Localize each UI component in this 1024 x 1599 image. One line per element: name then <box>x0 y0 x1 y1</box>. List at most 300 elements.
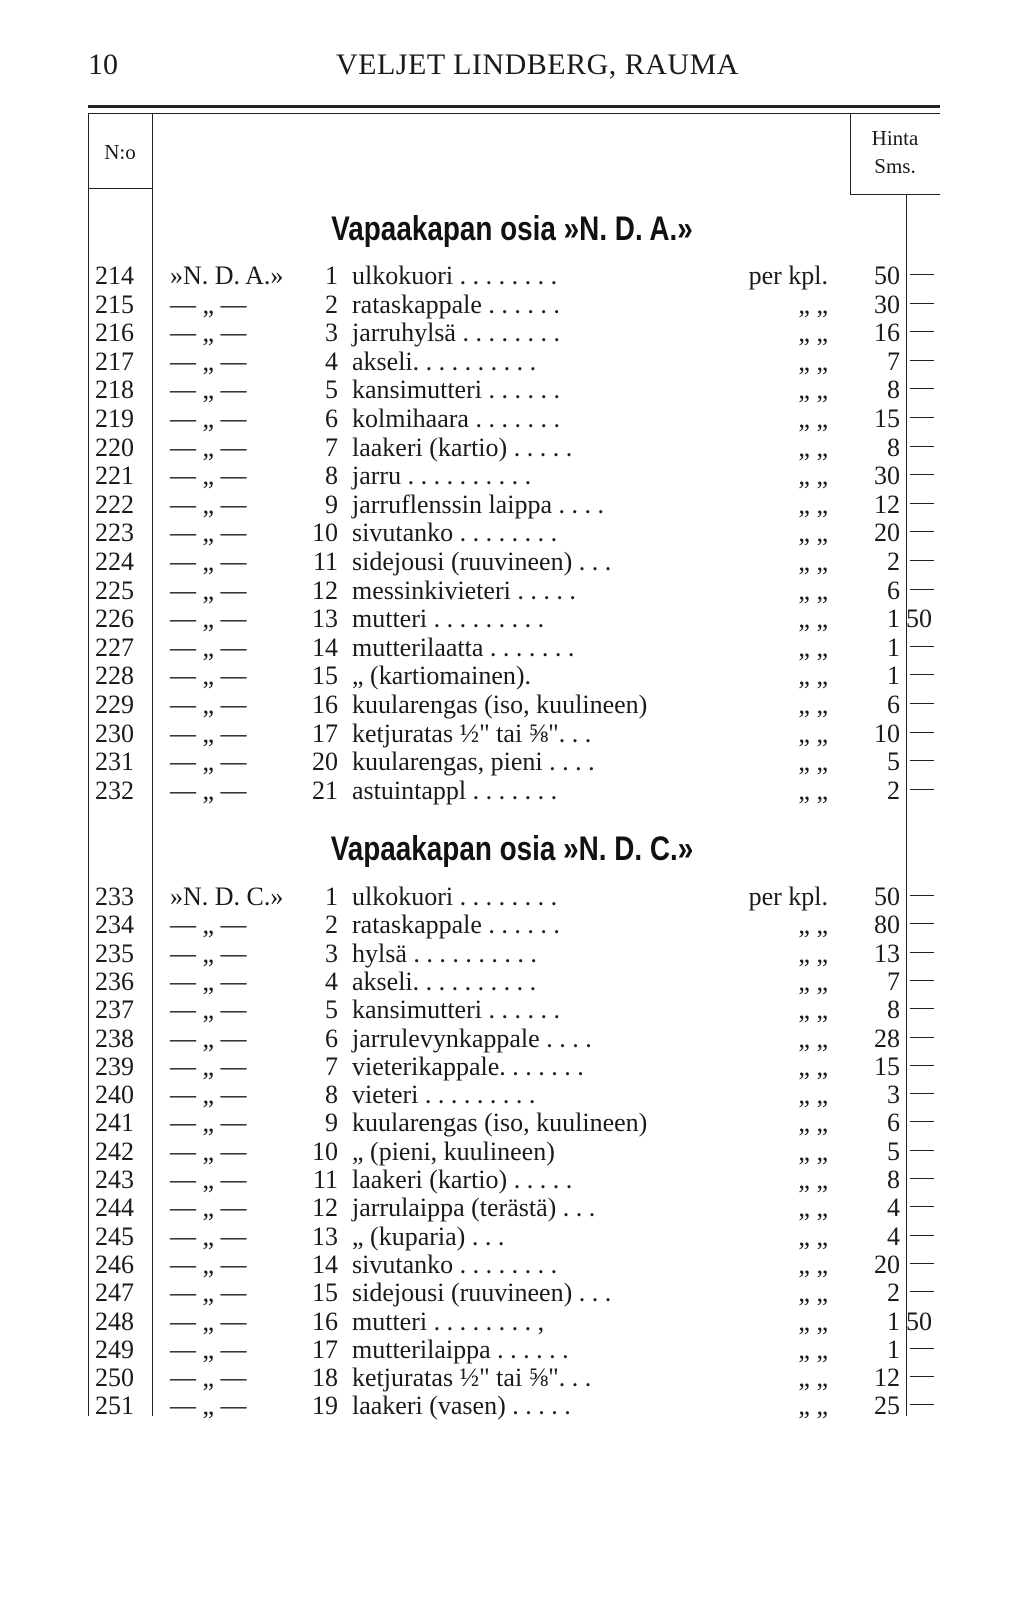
item-name: „ (pieni, kuulineen) <box>352 1136 555 1166</box>
item-model: — „ — <box>170 1391 247 1421</box>
item-unit: „ „ <box>798 346 828 376</box>
item-price-markka: 8 <box>887 432 900 462</box>
item-unit: „ „ <box>798 1221 828 1251</box>
item-model: — „ — <box>170 1363 247 1393</box>
item-unit: „ „ <box>798 375 828 405</box>
item-price-penni <box>910 1150 934 1151</box>
item-model: — „ — <box>170 1165 247 1194</box>
item-price-markka: 7 <box>887 966 900 996</box>
table-row <box>0 605 1024 633</box>
item-model: — „ — <box>170 1306 247 1336</box>
table-row <box>0 491 1024 519</box>
item-name: kolmihaara . . . . . . . <box>352 404 560 433</box>
item-price-markka: 7 <box>887 346 900 376</box>
item-price-penni <box>910 503 934 504</box>
item-unit: „ „ <box>798 661 828 691</box>
item-price-penni <box>910 703 934 704</box>
table-row <box>0 1053 1024 1081</box>
item-price-penni <box>910 760 934 761</box>
item-price-penni <box>910 360 934 361</box>
item-name: vieterikappale. . . . . . . <box>352 1051 584 1081</box>
item-unit: „ „ <box>798 404 828 433</box>
item-number: 230 <box>95 718 134 748</box>
item-model: — „ — <box>170 775 247 805</box>
item-part-number: 17 <box>312 718 338 748</box>
item-unit: „ „ <box>798 289 828 319</box>
item-model: — „ — <box>170 966 247 996</box>
item-price-penni: 50 <box>906 1306 932 1336</box>
table-row <box>0 777 1024 805</box>
table-row <box>0 319 1024 347</box>
table-row <box>0 968 1024 996</box>
table-row <box>0 662 1024 690</box>
item-part-number: 5 <box>325 375 338 405</box>
table-row <box>0 1109 1024 1137</box>
item-unit: „ „ <box>798 966 828 996</box>
item-number: 249 <box>95 1334 134 1364</box>
item-name: kansimutteri . . . . . . <box>352 375 560 405</box>
item-unit: „ „ <box>798 1136 828 1166</box>
item-price-penni <box>910 303 934 304</box>
item-name: ulkokuori . . . . . . . . <box>352 261 558 290</box>
item-part-number: 5 <box>325 995 338 1025</box>
item-name: ulkokuori . . . . . . . . <box>352 882 558 911</box>
item-unit: „ „ <box>798 518 828 548</box>
item-price-penni <box>910 417 934 418</box>
item-model: — „ — <box>170 432 247 462</box>
table-row <box>0 1138 1024 1166</box>
item-number: 215 <box>95 289 134 319</box>
item-name: akseli. . . . . . . . . . <box>352 966 537 996</box>
item-model: — „ — <box>170 910 247 940</box>
item-price-penni <box>910 1008 934 1009</box>
item-model: — „ — <box>170 346 247 376</box>
table-row <box>0 996 1024 1024</box>
item-name: mutteri . . . . . . . . , <box>352 1306 545 1336</box>
item-unit: „ „ <box>798 318 828 348</box>
item-name: laakeri (vasen) . . . . . <box>352 1391 571 1421</box>
item-number: 238 <box>95 1023 134 1053</box>
item-unit: „ „ <box>798 604 828 634</box>
item-price-markka: 5 <box>887 1136 900 1166</box>
item-name: jarru . . . . . . . . . . <box>352 461 532 491</box>
item-part-number: 18 <box>312 1363 338 1393</box>
item-price-markka: 50 <box>874 261 900 290</box>
item-name: jarrulaippa (terästä) . . . <box>352 1193 596 1223</box>
item-price-markka: 6 <box>887 1108 900 1138</box>
item-model: — „ — <box>170 289 247 319</box>
item-part-number: 7 <box>325 1051 338 1081</box>
item-price-markka: 2 <box>887 1278 900 1308</box>
table-row <box>0 348 1024 376</box>
item-price-markka: 15 <box>874 404 900 433</box>
number-header-underline <box>88 188 152 189</box>
item-name: rataskappale . . . . . . <box>352 910 560 940</box>
item-model: — „ — <box>170 575 247 605</box>
item-unit: „ „ <box>798 461 828 491</box>
item-number: 227 <box>95 632 134 662</box>
item-price-penni <box>910 1263 934 1264</box>
item-model: — „ — <box>170 938 247 968</box>
price-column-header <box>850 124 940 180</box>
item-number: 236 <box>95 966 134 996</box>
table-row <box>0 1364 1024 1392</box>
item-price-penni <box>910 388 934 389</box>
item-number: 247 <box>95 1278 134 1308</box>
item-price-markka: 28 <box>874 1023 900 1053</box>
item-price-markka: 4 <box>887 1193 900 1223</box>
item-price-penni <box>910 1348 934 1349</box>
item-price-markka: 1 <box>887 604 900 634</box>
item-part-number: 16 <box>312 1306 338 1336</box>
item-unit: „ „ <box>798 1165 828 1194</box>
item-price-markka: 6 <box>887 575 900 605</box>
item-part-number: 3 <box>325 938 338 968</box>
item-part-number: 6 <box>325 1023 338 1053</box>
item-number: 229 <box>95 690 134 719</box>
item-price-penni <box>910 446 934 447</box>
item-part-number: 11 <box>312 547 338 576</box>
item-part-number: 12 <box>312 575 338 605</box>
item-price-penni <box>910 732 934 733</box>
price-header-line1: Hinta <box>871 126 919 150</box>
item-number: 245 <box>95 1221 134 1251</box>
item-price-markka: 1 <box>887 632 900 662</box>
item-name: ketjuratas ½" tai ⅝". . . <box>352 718 592 748</box>
table-row <box>0 1392 1024 1420</box>
item-price-penni <box>910 1037 934 1038</box>
item-price-markka: 5 <box>887 747 900 777</box>
item-price-markka: 2 <box>887 547 900 576</box>
item-number: 226 <box>95 604 134 634</box>
item-part-number: 11 <box>312 1165 338 1194</box>
item-part-number: 13 <box>312 1221 338 1251</box>
top-rule-thin <box>88 113 940 114</box>
item-name: jarruhylsä . . . . . . . . <box>352 318 560 348</box>
item-unit: „ „ <box>798 432 828 462</box>
item-name: laakeri (kartio) . . . . . <box>352 1165 573 1194</box>
item-name: jarruflenssin laippa . . . . <box>352 489 604 519</box>
item-model: — „ — <box>170 718 247 748</box>
item-unit: „ „ <box>798 1023 828 1053</box>
item-name: laakeri (kartio) . . . . . <box>352 432 573 462</box>
item-part-number: 10 <box>312 1136 338 1166</box>
item-part-number: 17 <box>312 1334 338 1364</box>
item-model: — „ — <box>170 995 247 1025</box>
item-model: — „ — <box>170 1080 247 1110</box>
item-number: 214 <box>95 261 134 290</box>
item-price-markka: 30 <box>874 461 900 491</box>
running-title: VELJET LINDBERG, RAUMA <box>336 48 739 81</box>
price-header-underline <box>850 194 940 195</box>
item-price-markka: 80 <box>874 910 900 940</box>
item-unit: „ „ <box>798 1249 828 1279</box>
price-header-line2: Sms. <box>874 154 916 178</box>
item-part-number: 8 <box>325 461 338 491</box>
item-unit: „ „ <box>798 938 828 968</box>
item-name: sidejousi (ruuvineen) . . . <box>352 547 612 576</box>
item-part-number: 2 <box>325 289 338 319</box>
item-name: „ (kuparia) . . . <box>352 1221 505 1251</box>
item-name: mutterilaippa . . . . . . <box>352 1334 569 1364</box>
section-title-ndc: Vapaakapan osia »N. D. C.» <box>330 830 694 868</box>
item-unit: per kpl. <box>748 882 828 911</box>
item-number: 224 <box>95 547 134 576</box>
item-model: »N. D. A.» <box>170 261 284 290</box>
item-number: 242 <box>95 1136 134 1166</box>
item-part-number: 3 <box>325 318 338 348</box>
item-model: — „ — <box>170 547 247 576</box>
table-row <box>0 262 1024 290</box>
item-model: — „ — <box>170 1278 247 1308</box>
item-number: 233 <box>95 882 134 911</box>
item-number: 250 <box>95 1363 134 1393</box>
table-row <box>0 434 1024 462</box>
item-price-markka: 25 <box>874 1391 900 1421</box>
table-row <box>0 405 1024 433</box>
table-row <box>0 1336 1024 1364</box>
table-row <box>0 519 1024 547</box>
item-price-markka: 10 <box>874 718 900 748</box>
item-price-markka: 20 <box>874 1249 900 1279</box>
item-price-markka: 4 <box>887 1221 900 1251</box>
item-price-penni <box>910 1121 934 1122</box>
item-model: — „ — <box>170 1136 247 1166</box>
item-price-penni <box>910 646 934 647</box>
item-price-penni <box>910 674 934 675</box>
item-number: 225 <box>95 575 134 605</box>
table-row <box>0 548 1024 576</box>
item-part-number: 6 <box>325 404 338 433</box>
item-part-number: 15 <box>312 1278 338 1308</box>
item-name: ketjuratas ½" tai ⅝". . . <box>352 1363 592 1393</box>
item-model: — „ — <box>170 404 247 433</box>
item-price-penni <box>910 895 934 896</box>
item-name: kuularengas (iso, kuulineen) <box>352 1108 648 1138</box>
item-name: kansimutteri . . . . . . <box>352 995 560 1025</box>
item-name: sidejousi (ruuvineen) . . . <box>352 1278 612 1308</box>
item-name: messinkivieteri . . . . . <box>352 575 576 605</box>
item-price-markka: 8 <box>887 375 900 405</box>
table-row <box>0 1279 1024 1307</box>
item-model: — „ — <box>170 318 247 348</box>
item-part-number: 15 <box>312 661 338 691</box>
item-price-markka: 15 <box>874 1051 900 1081</box>
item-number: 240 <box>95 1080 134 1110</box>
item-number: 219 <box>95 404 134 433</box>
item-unit: „ „ <box>798 489 828 519</box>
item-price-markka: 8 <box>887 995 900 1025</box>
item-name: mutteri . . . . . . . . . <box>352 604 545 634</box>
item-model: — „ — <box>170 518 247 548</box>
item-part-number: 21 <box>312 775 338 805</box>
item-price-penni <box>910 331 934 332</box>
item-number: 220 <box>95 432 134 462</box>
table-row <box>0 1251 1024 1279</box>
item-price-penni <box>910 1404 934 1405</box>
item-price-markka: 16 <box>874 318 900 348</box>
item-part-number: 14 <box>312 1249 338 1279</box>
item-price-markka: 8 <box>887 1165 900 1194</box>
item-number: 223 <box>95 518 134 548</box>
item-model: — „ — <box>170 1023 247 1053</box>
item-unit: „ „ <box>798 1306 828 1336</box>
item-model: — „ — <box>170 1221 247 1251</box>
table-row <box>0 1194 1024 1222</box>
item-model: — „ — <box>170 489 247 519</box>
item-model: — „ — <box>170 1051 247 1081</box>
item-model: — „ — <box>170 747 247 777</box>
item-price-penni <box>910 1376 934 1377</box>
item-unit: „ „ <box>798 1334 828 1364</box>
item-price-markka: 1 <box>887 661 900 691</box>
item-price-markka: 3 <box>887 1080 900 1110</box>
item-part-number: 19 <box>312 1391 338 1421</box>
item-price-markka: 1 <box>887 1306 900 1336</box>
item-number: 235 <box>95 938 134 968</box>
item-unit: „ „ <box>798 690 828 719</box>
section-title-nda: Vapaakapan osia »N. D. A.» <box>331 210 693 248</box>
item-model: — „ — <box>170 604 247 634</box>
item-price-penni <box>910 1093 934 1094</box>
page-header <box>0 44 1024 84</box>
item-price-penni: 50 <box>906 604 932 634</box>
item-number: 222 <box>95 489 134 519</box>
item-price-penni <box>910 1291 934 1292</box>
item-name: jarrulevynkappale . . . . <box>352 1023 592 1053</box>
item-number: 221 <box>95 461 134 491</box>
table-row <box>0 720 1024 748</box>
table-row <box>0 883 1024 911</box>
item-unit: „ „ <box>798 1193 828 1223</box>
item-unit: „ „ <box>798 910 828 940</box>
table-row <box>0 376 1024 404</box>
item-name: hylsä . . . . . . . . . . <box>352 938 537 968</box>
table-row <box>0 291 1024 319</box>
item-part-number: 7 <box>325 432 338 462</box>
item-name: akseli. . . . . . . . . . <box>352 346 537 376</box>
item-price-penni <box>910 531 934 532</box>
item-part-number: 13 <box>312 604 338 634</box>
item-model: »N. D. C.» <box>170 882 284 911</box>
item-model: — „ — <box>170 1249 247 1279</box>
item-number: 244 <box>95 1193 134 1223</box>
table-row <box>0 691 1024 719</box>
item-part-number: 10 <box>312 518 338 548</box>
table-row <box>0 462 1024 490</box>
item-price-markka: 12 <box>874 489 900 519</box>
item-number: 232 <box>95 775 134 805</box>
item-model: — „ — <box>170 661 247 691</box>
item-name: „ (kartiomainen). <box>352 661 532 691</box>
item-model: — „ — <box>170 1108 247 1138</box>
item-part-number: 9 <box>325 1108 338 1138</box>
item-unit: „ „ <box>798 1363 828 1393</box>
item-number: 234 <box>95 910 134 940</box>
top-rule-thick <box>88 105 940 108</box>
item-name: mutterilaatta . . . . . . . <box>352 632 575 662</box>
item-name: astuintappl . . . . . . . <box>352 775 558 805</box>
item-unit: „ „ <box>798 995 828 1025</box>
item-part-number: 8 <box>325 1080 338 1110</box>
table-row <box>0 911 1024 939</box>
item-number: 239 <box>95 1051 134 1081</box>
item-name: sivutanko . . . . . . . . <box>352 518 558 548</box>
table-row <box>0 1308 1024 1336</box>
item-unit: „ „ <box>798 718 828 748</box>
item-part-number: 20 <box>312 747 338 777</box>
item-unit: „ „ <box>798 1391 828 1421</box>
item-name: vieteri . . . . . . . . . <box>352 1080 536 1110</box>
table-row <box>0 634 1024 662</box>
item-name: kuularengas (iso, kuulineen) <box>352 690 648 719</box>
item-name: kuularengas, pieni . . . . <box>352 747 595 777</box>
table-row <box>0 1166 1024 1194</box>
item-model: — „ — <box>170 461 247 491</box>
item-price-markka: 50 <box>874 882 900 911</box>
item-price-markka: 6 <box>887 690 900 719</box>
item-number: 243 <box>95 1165 134 1194</box>
item-part-number: 4 <box>325 966 338 996</box>
item-unit: „ „ <box>798 632 828 662</box>
item-price-penni <box>910 589 934 590</box>
item-model: — „ — <box>170 1193 247 1223</box>
item-price-penni <box>910 789 934 790</box>
item-number: 218 <box>95 375 134 405</box>
item-part-number: 4 <box>325 346 338 376</box>
item-price-penni <box>910 274 934 275</box>
item-unit: „ „ <box>798 575 828 605</box>
number-column-header: N:o <box>104 140 136 164</box>
item-model: — „ — <box>170 690 247 719</box>
item-unit: „ „ <box>798 775 828 805</box>
item-part-number: 12 <box>312 1193 338 1223</box>
item-part-number: 14 <box>312 632 338 662</box>
table-row <box>0 940 1024 968</box>
item-model: — „ — <box>170 375 247 405</box>
item-part-number: 1 <box>325 261 338 290</box>
item-price-penni <box>910 923 934 924</box>
item-number: 237 <box>95 995 134 1025</box>
item-unit: „ „ <box>798 1108 828 1138</box>
item-price-penni <box>910 1178 934 1179</box>
item-unit: „ „ <box>798 547 828 576</box>
item-model: — „ — <box>170 1334 247 1364</box>
item-price-markka: 13 <box>874 938 900 968</box>
item-unit: per kpl. <box>748 261 828 290</box>
table-row <box>0 577 1024 605</box>
item-number: 246 <box>95 1249 134 1279</box>
item-unit: „ „ <box>798 1051 828 1081</box>
item-unit: „ „ <box>798 747 828 777</box>
item-unit: „ „ <box>798 1080 828 1110</box>
item-price-penni <box>910 1206 934 1207</box>
item-number: 228 <box>95 661 134 691</box>
item-unit: „ „ <box>798 1278 828 1308</box>
item-part-number: 9 <box>325 489 338 519</box>
item-price-penni <box>910 474 934 475</box>
item-number: 241 <box>95 1108 134 1138</box>
item-part-number: 2 <box>325 910 338 940</box>
item-price-penni <box>910 1065 934 1066</box>
item-part-number: 16 <box>312 690 338 719</box>
item-model: — „ — <box>170 632 247 662</box>
table-row <box>0 1025 1024 1053</box>
item-price-markka: 30 <box>874 289 900 319</box>
item-number: 216 <box>95 318 134 348</box>
item-number: 231 <box>95 747 134 777</box>
item-number: 217 <box>95 346 134 376</box>
